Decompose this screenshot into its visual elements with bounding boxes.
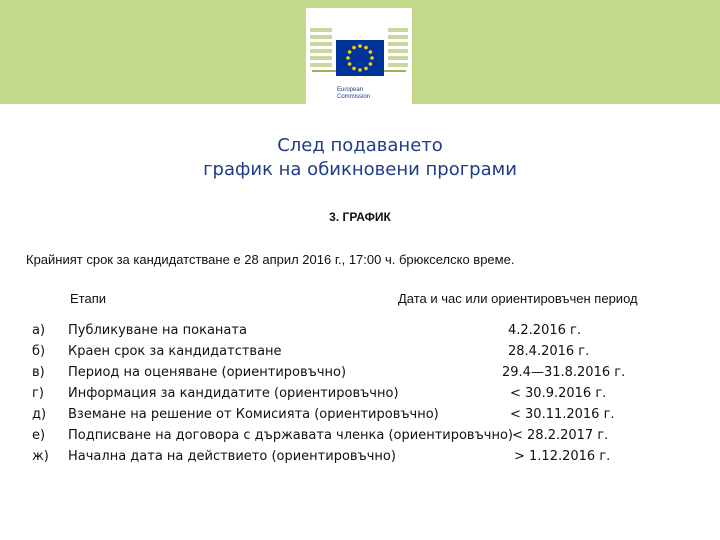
row-letter: ж) (32, 449, 49, 464)
row-letter: в) (32, 365, 45, 380)
table-row (0, 428, 720, 449)
row-stage: Вземане на решение от Комисията (ориентировъчно) (68, 407, 439, 422)
row-date: < 30.11.2016 г. (510, 407, 615, 422)
row-date: 29.4—31.8.2016 г. (502, 365, 626, 380)
row-letter: е) (32, 428, 46, 443)
row-stage: Подписване на договора с държавата членка (ориентировъчно) (68, 428, 513, 443)
row-letter: г) (32, 386, 44, 401)
european-commission-logo (306, 8, 412, 104)
row-date: > 1.12.2016 г. (514, 449, 611, 464)
table-header-stages: Етапи (70, 291, 107, 306)
page-title-line2: график на обикновени програми (203, 159, 517, 180)
deadline-text: Крайният срок за кандидатстване е 28 април 2016 г., 17:00 ч. брюкселско време. (26, 252, 515, 267)
row-letter: б) (32, 344, 46, 359)
row-letter: д) (32, 407, 47, 422)
table-row (0, 365, 720, 386)
row-date: 4.2.2016 г. (508, 323, 581, 338)
row-date: < 28.2.2017 г. (512, 428, 609, 443)
logo-text: European Commission (337, 87, 371, 100)
table-row (0, 386, 720, 407)
row-stage: Начална дата на действието (ориентировъчно) (68, 449, 396, 464)
table-row (0, 323, 720, 344)
row-stage: Период на оценяване (ориентировъчно) (68, 365, 347, 380)
page-title-line1: След подаването (277, 135, 443, 156)
row-letter: а) (32, 323, 46, 338)
table-header-dates: Дата и час или ориентировъчен период (398, 291, 638, 306)
table-row (0, 449, 720, 470)
row-date: < 30.9.2016 г. (510, 386, 607, 401)
table-row (0, 344, 720, 365)
table-row (0, 407, 720, 428)
row-stage: Публикуване на поканата (68, 323, 247, 338)
row-stage: Краен срок за кандидатстване (68, 344, 282, 359)
row-stage: Информация за кандидатите (ориентировъчно) (68, 386, 399, 401)
schedule-table (0, 323, 720, 470)
row-date: 28.4.2016 г. (508, 344, 590, 359)
section-heading: 3. ГРАФИК (329, 210, 391, 224)
